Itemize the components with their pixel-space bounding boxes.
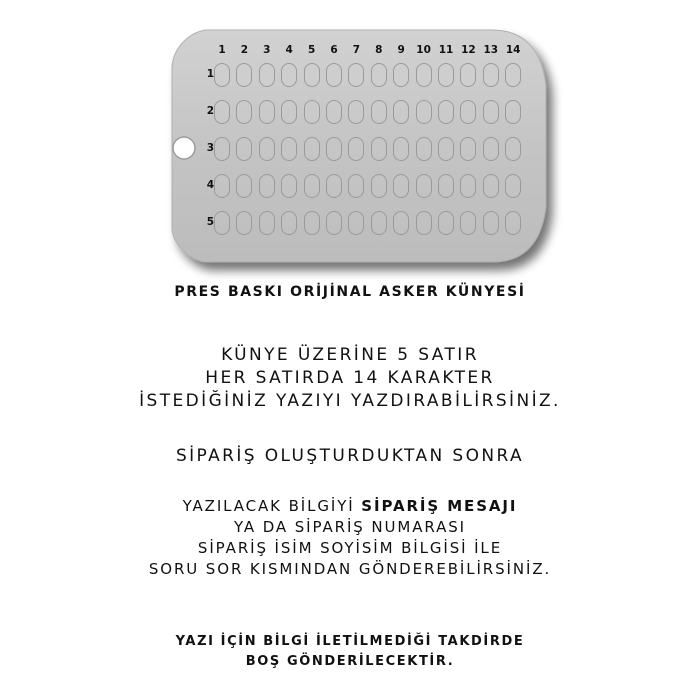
character-slot bbox=[393, 174, 409, 198]
chain-hole bbox=[173, 137, 195, 159]
character-slot bbox=[416, 100, 432, 124]
character-slot bbox=[326, 211, 342, 235]
character-slot bbox=[236, 100, 252, 124]
character-slot bbox=[438, 174, 454, 198]
row-number: 4 bbox=[206, 179, 214, 191]
instruction-line-1 bbox=[0, 496, 700, 517]
character-slot bbox=[326, 100, 342, 124]
character-slot bbox=[259, 100, 275, 124]
character-slot bbox=[460, 63, 476, 87]
character-slot bbox=[214, 174, 230, 198]
character-slot bbox=[460, 211, 476, 235]
character-slot bbox=[438, 100, 454, 124]
character-slot bbox=[438, 63, 454, 87]
row-number: 1 bbox=[206, 68, 214, 80]
info-line-characters: HER SATIRDA 14 KARAKTER bbox=[205, 368, 495, 388]
instruction-line-1-text: YAZILACAK BİLGİYİ bbox=[182, 497, 362, 515]
character-slot bbox=[505, 211, 521, 235]
column-number: 13 bbox=[483, 44, 499, 56]
character-slot bbox=[348, 100, 364, 124]
column-number: 2 bbox=[240, 44, 249, 56]
character-slot bbox=[281, 174, 297, 198]
row-number: 5 bbox=[206, 216, 214, 228]
character-slot bbox=[505, 174, 521, 198]
column-number: 7 bbox=[352, 44, 361, 56]
row-number: 3 bbox=[206, 142, 214, 154]
warning-block bbox=[0, 632, 700, 672]
character-slot bbox=[214, 211, 230, 235]
dog-tag-illustration bbox=[0, 0, 700, 280]
character-slot bbox=[259, 137, 275, 161]
character-slot bbox=[483, 211, 499, 235]
character-slot bbox=[326, 174, 342, 198]
character-slot bbox=[393, 100, 409, 124]
character-slot bbox=[348, 211, 364, 235]
character-slot bbox=[371, 211, 387, 235]
warning-line-1: YAZI İÇİN BİLGİ İLETİLMEDİĞİ TAKDİRDE bbox=[175, 634, 525, 649]
character-slot bbox=[236, 211, 252, 235]
info-block bbox=[0, 344, 700, 413]
character-slot bbox=[483, 174, 499, 198]
character-slot bbox=[304, 211, 320, 235]
character-slot bbox=[416, 137, 432, 161]
character-slot bbox=[393, 137, 409, 161]
info-line-rows: KÜNYE ÜZERİNE 5 SATIR bbox=[221, 345, 479, 365]
instruction-line-2: YA DA SİPARİŞ NUMARASI bbox=[234, 518, 466, 536]
character-slot bbox=[371, 137, 387, 161]
character-slot bbox=[259, 174, 275, 198]
character-slot bbox=[326, 137, 342, 161]
column-number: 9 bbox=[397, 44, 405, 56]
character-slot bbox=[393, 63, 409, 87]
column-number: 8 bbox=[375, 44, 383, 56]
character-slot bbox=[304, 100, 320, 124]
column-number: 3 bbox=[263, 44, 271, 56]
character-slot bbox=[214, 137, 230, 161]
character-slot bbox=[416, 174, 432, 198]
character-slot bbox=[281, 63, 297, 87]
character-slot bbox=[438, 211, 454, 235]
instructions-block bbox=[0, 496, 700, 580]
product-heading: PRES BASKI ORİJİNAL ASKER KÜNYESİ bbox=[174, 284, 526, 300]
character-slot bbox=[348, 63, 364, 87]
character-slot bbox=[348, 137, 364, 161]
character-slot bbox=[348, 174, 364, 198]
character-slot bbox=[214, 100, 230, 124]
character-slot bbox=[281, 100, 297, 124]
character-slot bbox=[438, 137, 454, 161]
character-slot bbox=[505, 137, 521, 161]
column-number: 12 bbox=[461, 44, 476, 56]
character-slot bbox=[281, 211, 297, 235]
character-slot bbox=[505, 100, 521, 124]
order-message-highlight: SİPARİŞ MESAJI bbox=[361, 497, 518, 515]
character-slot bbox=[371, 63, 387, 87]
column-number: 1 bbox=[218, 44, 226, 56]
order-note: SİPARİŞ OLUŞTURDUKTAN SONRA bbox=[175, 446, 525, 466]
character-slot bbox=[236, 174, 252, 198]
character-slot bbox=[393, 211, 409, 235]
character-slot bbox=[505, 63, 521, 87]
character-slot bbox=[416, 211, 432, 235]
character-slot bbox=[281, 137, 297, 161]
character-slot bbox=[416, 63, 432, 87]
info-line-custom-text: İSTEDİĞİNİZ YAZIYI YAZDIRABİLİRSİNİZ. bbox=[139, 391, 561, 411]
warning-line-2: BOŞ GÖNDERİLECEKTİR. bbox=[245, 654, 455, 669]
column-number: 4 bbox=[285, 44, 293, 56]
character-slot bbox=[483, 100, 499, 124]
character-slot bbox=[304, 174, 320, 198]
character-slot bbox=[236, 137, 252, 161]
character-slot bbox=[371, 174, 387, 198]
character-slot bbox=[460, 137, 476, 161]
instruction-line-4: SORU SOR KISMINDAN GÖNDEREBİLİRSİNİZ. bbox=[148, 560, 552, 578]
column-number: 14 bbox=[505, 44, 521, 56]
character-slot bbox=[259, 63, 275, 87]
character-slot bbox=[326, 63, 342, 87]
column-number: 11 bbox=[438, 44, 454, 56]
character-slot bbox=[483, 137, 499, 161]
instruction-line-3: SİPARİŞ İSİM SOYİSİM BİLGİSİ İLE bbox=[197, 539, 503, 557]
character-slot bbox=[460, 174, 476, 198]
column-number: 5 bbox=[307, 44, 316, 56]
character-slot bbox=[259, 211, 275, 235]
row-number: 2 bbox=[206, 105, 214, 117]
column-number: 6 bbox=[330, 44, 338, 56]
character-slot bbox=[483, 63, 499, 87]
character-slot bbox=[214, 63, 230, 87]
character-slot bbox=[304, 137, 320, 161]
character-slot bbox=[460, 100, 476, 124]
column-number: 10 bbox=[416, 44, 431, 56]
character-slot bbox=[236, 63, 252, 87]
character-slot bbox=[371, 100, 387, 124]
character-slot bbox=[304, 63, 320, 87]
